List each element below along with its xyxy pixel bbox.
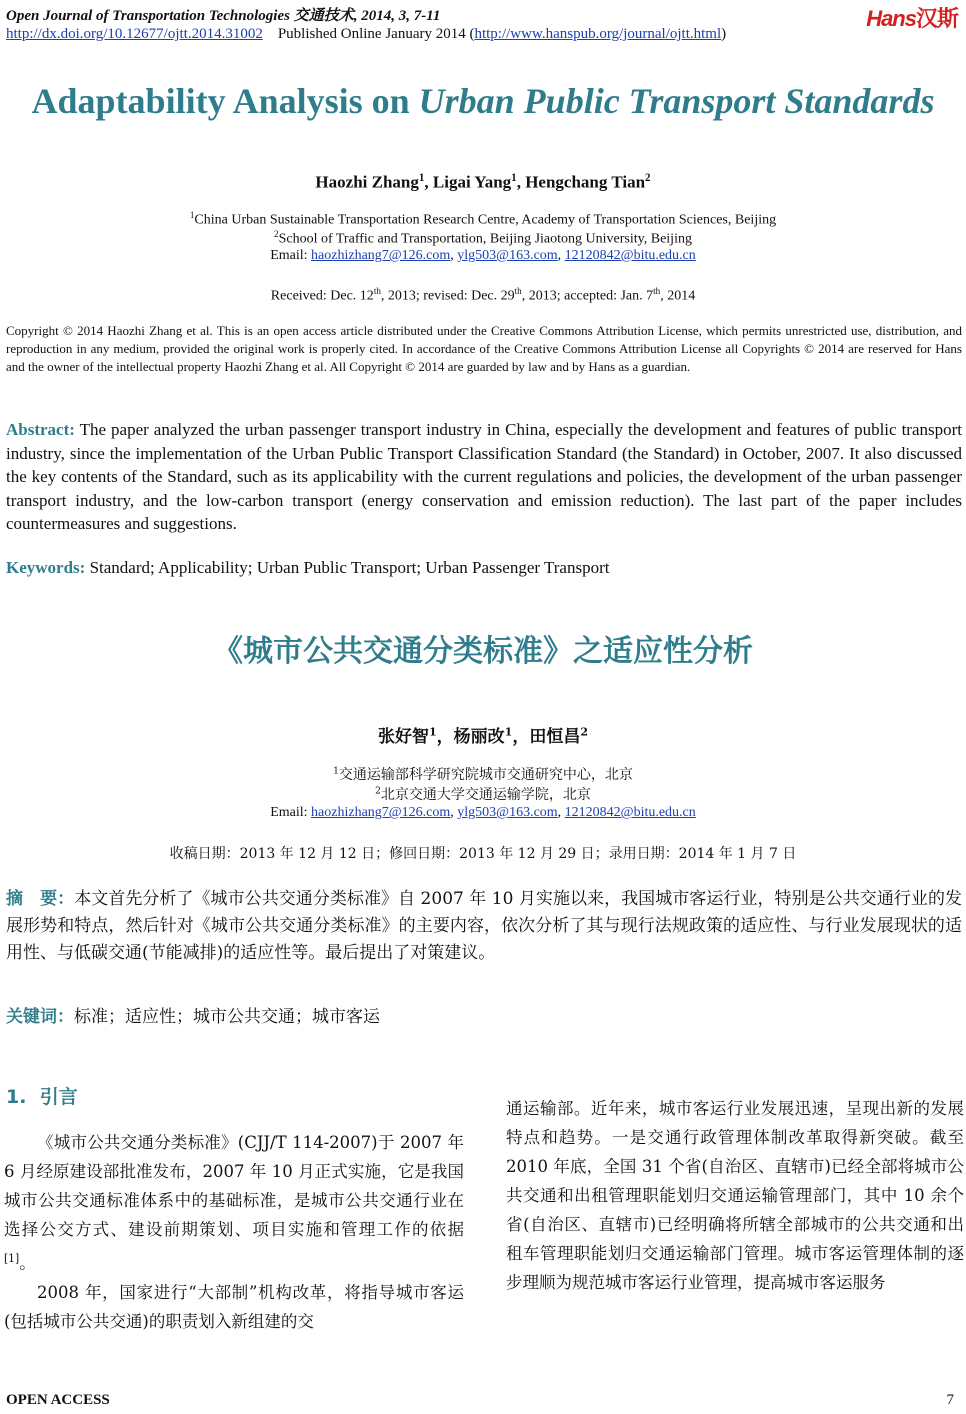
ordinal-sup: th [653, 286, 661, 296]
accepted-text: , 2013; accepted: Jan. 7 [521, 288, 654, 304]
aff-sup: 1 [333, 766, 339, 777]
affiliation-1-en [0, 210, 966, 229]
copyright-notice: Copyright © 2014 Haozhi Zhang et al. This is an open access article distributed under the Creative Commons Attribution License, which permits unrestricted use, distribution, and reproduction in any medium, provided the original work is properly cited. In accordance of the Creative Commons Attribution License all Copyrights © 2014 are reserved for Hans and the owner of the intellectual property Haozhi Zhang et al. All Copyright © 2014 are guarded by law and by Hans as a guardian. [6, 323, 962, 374]
keywords-label: 关键词： [6, 1007, 74, 1027]
affiliation-2-en [0, 229, 966, 248]
paper-title-cn: 《城市公共交通分类标准》之适应性分析 [213, 634, 753, 669]
journal-header: Open Journal of Transportation Technologies 交通技术, 2014, 3, 7-11 [6, 8, 441, 24]
author-sep: ， [436, 727, 454, 747]
author-name: 杨丽改 [453, 727, 505, 747]
author-sep: , [424, 172, 433, 192]
author-sup: 1 [418, 172, 425, 184]
authors-cn [0, 722, 966, 747]
email-label: Email: [270, 248, 312, 263]
section-title: 引言 [39, 1086, 78, 1108]
abstract-text: 本文首先分析了《城市公共交通分类标准》自 2007 年 10 月实施以来，我国城市客运行业，特别是公共交通行业的发展形势和特点，然后针对《城市公共交通分类标准》的主要内容，依次分析了其与现行法规政策的适应性、与行业发展现状的适用性、与低碳交通(节能减排)的适应性等。最后提出了对策建议。 [6, 889, 962, 963]
abstract-label: Abstract: [6, 420, 75, 439]
aff-text: China Urban Sustainable Transportation Research Centre, Academy of Transportation Sciences, Beijing [194, 212, 777, 228]
affiliation-2-cn [0, 784, 966, 804]
journal-url-link[interactable]: http://www.hanspub.org/journal/ojtt.html [474, 26, 722, 42]
keywords-cn [6, 1004, 962, 1031]
email-line-en: Email: haozhizhang7@126.com, ylg503@163.com, 12120842@bitu.edu.cn [270, 248, 696, 263]
logo-cn: 汉斯 [915, 6, 958, 31]
title-plain: Adaptability Analysis on [31, 81, 419, 121]
title-italic: Urban Public Transport Standards [418, 81, 935, 121]
body-right-column [506, 1094, 964, 1297]
affiliation-1-cn [0, 764, 966, 784]
page-number: 7 [946, 1392, 954, 1408]
revised-text: , 2013; revised: Dec. 29 [380, 288, 515, 304]
email-link[interactable]: ylg503@163.com [457, 805, 558, 820]
aff-text: 北京交通大学交通运输学院，北京 [380, 787, 591, 803]
close-paren: ) [721, 26, 727, 42]
authors-en [0, 172, 966, 193]
aff-sup: 2 [375, 786, 381, 797]
keywords-text: Standard; Applicability; Urban Public Transport; Urban Passenger Transport [85, 558, 610, 577]
email-link[interactable]: 12120842@bitu.edu.cn [564, 248, 696, 263]
email-line-cn: Email: haozhizhang7@126.com, ylg503@163.com, 12120842@bitu.edu.cn [270, 805, 696, 820]
email-label: Email: [270, 805, 312, 820]
author-sep: ， [512, 727, 530, 747]
published-text: Published Online January 2014 ( [277, 26, 475, 42]
keywords-text: 标准；适应性；城市公共交通；城市客运 [74, 1007, 380, 1027]
email-link[interactable]: 12120842@bitu.edu.cn [564, 805, 696, 820]
author-name: 田恒昌 [529, 727, 581, 747]
keywords-en [6, 556, 962, 580]
email-link[interactable]: haozhizhang7@126.com [311, 805, 451, 820]
body-left-column [4, 1128, 464, 1336]
author-name: 张好智 [377, 727, 429, 747]
author-sup: 1 [428, 725, 437, 739]
paragraph-text: 《城市公共交通分类标准》(CJJ/T 114-2007)于 2007 年 6 月经原建设部批准发布，2007 年 10 月正式实施，它是我国城市公共交通标准体系中的基础标准，是城市公共交通行业在选择公交方式、建设前期策划、项目实施和管理工作的依据 [4, 1133, 464, 1239]
abstract-cn [6, 886, 962, 967]
body-paragraph: 2008 年，国家进行“大部制”机构改革，将指导城市客运(包括城市公共交通)的职责划入新组建的交 [4, 1282, 464, 1331]
dates-cn: 收稿日期：2013 年 12 月 12 日；修回日期：2013 年 12 月 29 日；录用日期：2014 年 1 月 7 日 [169, 846, 797, 862]
aff-sup: 2 [274, 229, 279, 239]
author-sup: 1 [504, 725, 513, 739]
paper-title-en [0, 80, 966, 122]
year-text: , 2014 [660, 288, 696, 304]
ordinal-sup: th [373, 286, 381, 296]
author-sup: 1 [511, 172, 517, 184]
abstract-label: 摘 要： [6, 889, 75, 909]
section-number: 1. [6, 1086, 27, 1108]
ordinal-sup: th [514, 286, 522, 296]
aff-text: School of Traffic and Transportation, Beijing Jiaotong University, Beijing [278, 231, 692, 247]
author-sup: 2 [645, 172, 651, 184]
abstract-text: The paper analyzed the urban passenger transport industry in China, especially the development and features of public transport industry, since the implementation of the Urban Public Transport Classification Standard (the Standard) in October, 2007. It also discussed the key contents of the Standard, such as its applicability with the current regulations and policies, the development of the urban passenger transport industry, and the low-carbon transport (energy conservation and emission reduction). The last part of the paper includes countermeasures and suggestions. [6, 420, 962, 533]
author-sup: 2 [580, 725, 589, 739]
doi-link[interactable]: http://dx.doi.org/10.12677/ojtt.2014.31002 [6, 26, 263, 42]
author-sep: , [516, 172, 526, 192]
author-name: Hengchang Tian [525, 172, 646, 192]
section-heading [6, 1082, 78, 1109]
aff-sup: 1 [189, 210, 195, 220]
email-link[interactable]: haozhizhang7@126.com [311, 248, 451, 263]
aff-text: 交通运输部科学研究院城市交通研究中心，北京 [338, 767, 633, 783]
keywords-label: Keywords: [6, 558, 86, 577]
citation-ref[interactable]: [1] [4, 1252, 20, 1265]
dates-en [0, 286, 966, 305]
body-paragraph: 通运输部。近年来，城市客运行业发展迅速，呈现出新的发展特点和趋势。一是交通行政管理体制改革取得新突破。截至 2010 年底，全国 31 个省(自治区、直辖市)已经全部将城市公共交通和出租管理职能划归交通运输管理部门，其中 10 余个省(自治区、直辖市)已经明确将所辖全部城市的公共交通和出租车管理职能划归交通运输部门管理。城市客运管理体制的逐步理顺为规范城市客运行业管理，提高城市客运服务 [506, 1099, 964, 1292]
abstract-en [6, 418, 962, 536]
open-access-label: OPEN ACCESS [6, 1392, 110, 1408]
paragraph-end: 。 [19, 1253, 36, 1273]
logo-latin: Hans [866, 6, 916, 31]
author-name: Haozhi Zhang [315, 172, 419, 192]
author-name: Ligai Yang [432, 172, 512, 192]
received-text: Received: Dec. 12 [270, 288, 374, 304]
hans-logo [866, 2, 958, 33]
doi-line [6, 26, 726, 43]
email-link[interactable]: ylg503@163.com [457, 248, 558, 263]
body-paragraph [4, 1128, 464, 1278]
